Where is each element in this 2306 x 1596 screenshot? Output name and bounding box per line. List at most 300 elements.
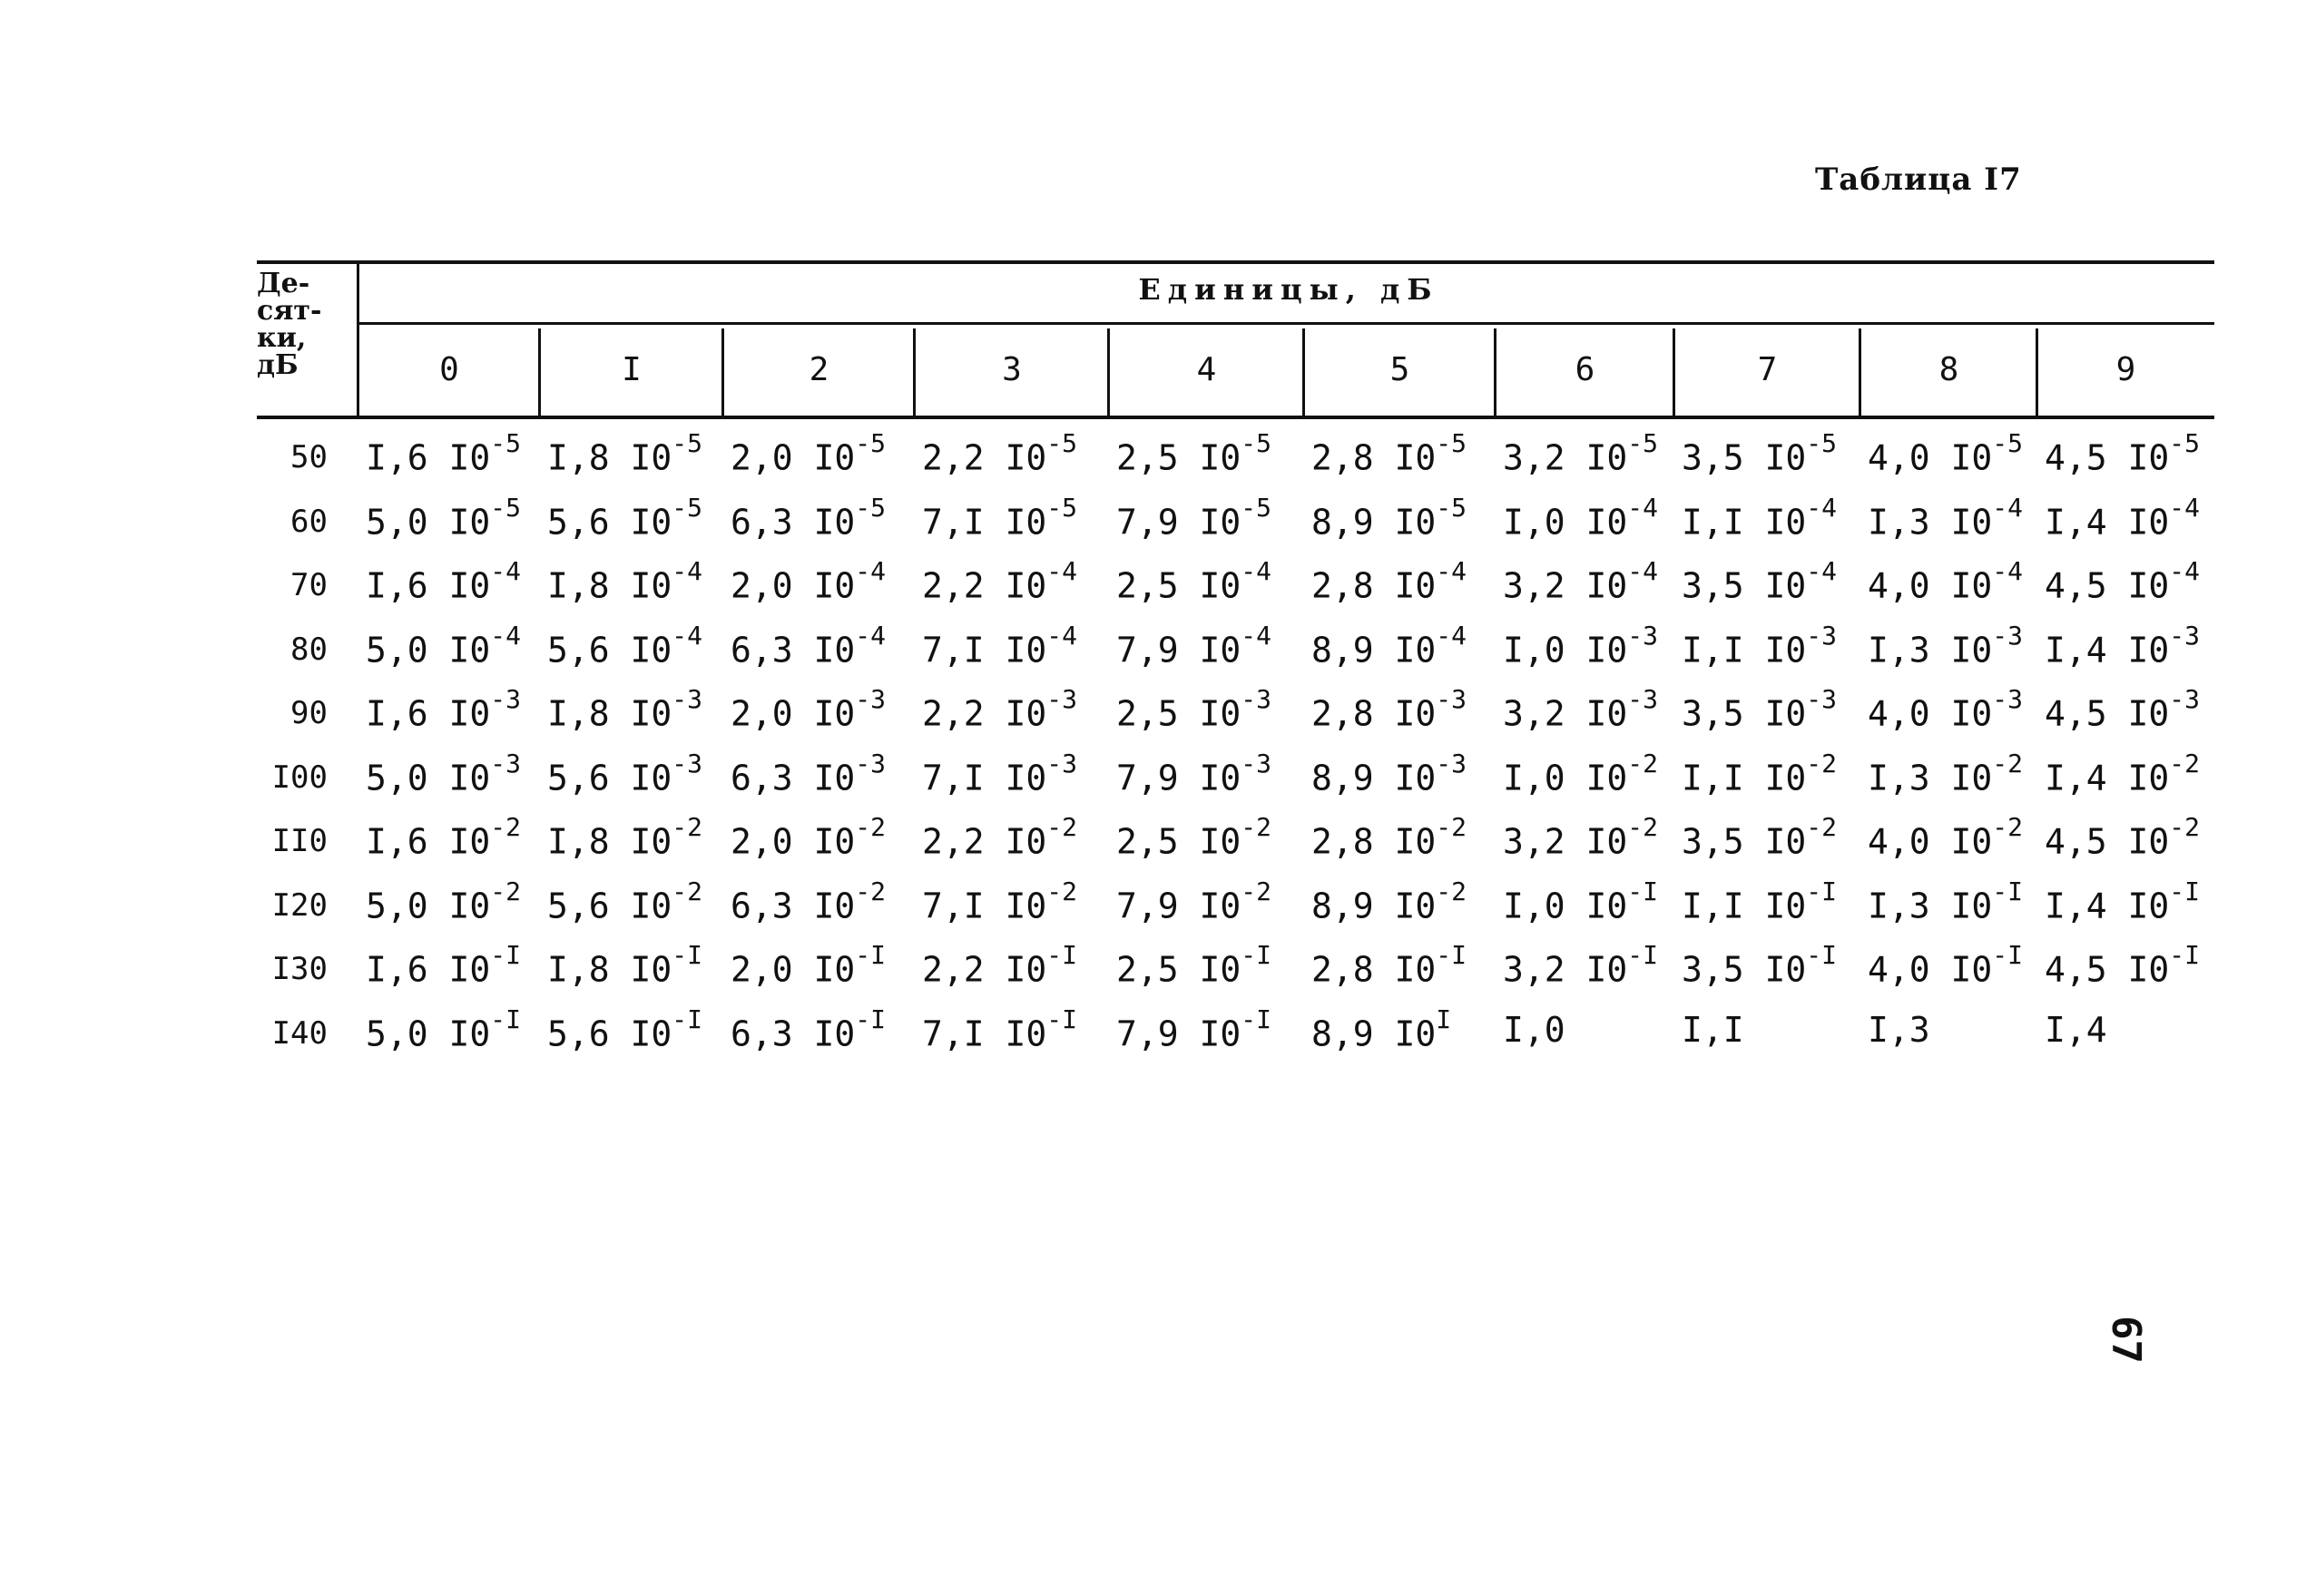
cell-exponent: -2 xyxy=(2169,812,2200,842)
cell-exponent: -2 xyxy=(1806,748,1837,778)
cell-mantissa: I,I xyxy=(1682,1009,1744,1050)
column-header: 8 xyxy=(1938,351,1959,388)
cell-exponent: -2 xyxy=(672,812,702,842)
cell-base: I0 xyxy=(1178,821,1241,862)
table-cell xyxy=(1868,684,2023,734)
cell-exponent: -I xyxy=(2169,940,2200,970)
table-cell xyxy=(1868,1010,1930,1050)
cell-mantissa: I,6 xyxy=(366,437,428,478)
cell-base: I0 xyxy=(792,758,856,798)
column-header: 3 xyxy=(1002,351,1022,388)
cell-exponent: -5 xyxy=(1436,428,1467,458)
cell-exponent: -3 xyxy=(855,748,886,778)
cell-exponent: -I xyxy=(1241,940,1271,970)
cell-base: I0 xyxy=(1743,437,1807,478)
cell-exponent: -4 xyxy=(1241,556,1271,586)
cell-mantissa: I,4 xyxy=(2045,502,2107,543)
cell-exponent: -I xyxy=(1046,1004,1077,1034)
table-cell xyxy=(1311,940,1467,990)
cell-mantissa: 5,0 xyxy=(366,1013,428,1054)
cell-exponent: -I xyxy=(855,940,886,970)
cell-mantissa: 3,2 xyxy=(1503,565,1565,606)
cell-mantissa: 3,2 xyxy=(1503,821,1565,862)
cell-mantissa: 2,0 xyxy=(731,821,793,862)
cell-exponent: -3 xyxy=(672,684,702,714)
cell-exponent: -5 xyxy=(1046,492,1077,523)
top-rule xyxy=(257,260,2214,264)
cell-exponent: -5 xyxy=(672,428,702,458)
cell-exponent: -3 xyxy=(1241,748,1271,778)
table-cell xyxy=(1868,620,2023,671)
cell-mantissa: 2,8 xyxy=(1311,437,1374,478)
cell-mantissa: I,4 xyxy=(2045,758,2107,798)
cell-mantissa: I,I xyxy=(1682,758,1744,798)
cell-base: I0 xyxy=(1743,630,1807,671)
table-cell xyxy=(1116,684,1271,734)
cell-mantissa: 5,0 xyxy=(366,630,428,671)
table-cell xyxy=(1116,428,1271,478)
cell-base: I0 xyxy=(1743,502,1807,543)
table-cell xyxy=(2045,428,2200,478)
cell-base: I0 xyxy=(984,949,1047,990)
table-cell xyxy=(731,620,886,671)
cell-exponent: -2 xyxy=(1992,748,2023,778)
table-cell xyxy=(547,556,702,606)
table-cell xyxy=(1682,812,1837,862)
row-label: I40 xyxy=(271,1014,328,1052)
cell-mantissa: 2,0 xyxy=(731,565,793,606)
cell-exponent: -4 xyxy=(672,556,702,586)
cell-exponent: -I xyxy=(1046,940,1077,970)
cell-base: I0 xyxy=(984,886,1047,926)
cell-mantissa: I,8 xyxy=(547,565,610,606)
table-cell xyxy=(1311,748,1467,798)
cell-base: I0 xyxy=(1178,565,1241,606)
cell-exponent: -2 xyxy=(855,812,886,842)
column-header: 7 xyxy=(1757,351,1778,388)
cell-mantissa: 3,2 xyxy=(1503,693,1565,734)
cell-mantissa: 3,2 xyxy=(1503,949,1565,990)
cell-mantissa: I,8 xyxy=(547,437,610,478)
table-cell xyxy=(2045,748,2200,798)
cell-exponent: -2 xyxy=(672,876,702,906)
cell-mantissa: 4,0 xyxy=(1868,693,1930,734)
cell-mantissa: I,6 xyxy=(366,565,428,606)
cell-mantissa: 2,8 xyxy=(1311,949,1374,990)
cell-mantissa: 4,0 xyxy=(1868,565,1930,606)
cell-mantissa: 2,0 xyxy=(731,693,793,734)
cell-mantissa: 5,6 xyxy=(547,630,610,671)
table-cell xyxy=(1311,684,1467,734)
cell-exponent: -3 xyxy=(1046,748,1077,778)
cell-exponent: -2 xyxy=(490,876,521,906)
column-header: I xyxy=(622,351,642,388)
table-cell xyxy=(922,684,1077,734)
cell-exponent: -I xyxy=(1806,876,1837,906)
table-cell xyxy=(1503,1010,1565,1050)
cell-base: I0 xyxy=(2106,949,2170,990)
table-cell xyxy=(731,428,886,478)
cell-base: I0 xyxy=(1373,693,1437,734)
cell-exponent: -3 xyxy=(490,684,521,714)
cell-exponent: -4 xyxy=(1627,556,1658,586)
cell-mantissa: 3,5 xyxy=(1682,949,1744,990)
table-cell xyxy=(1116,556,1271,606)
cell-exponent: -I xyxy=(1241,1004,1271,1034)
cell-mantissa: I,3 xyxy=(1868,758,1930,798)
cell-mantissa: I,0 xyxy=(1503,758,1565,798)
cell-mantissa: 2,5 xyxy=(1116,821,1179,862)
cell-mantissa: 2,2 xyxy=(922,437,985,478)
stub-divider xyxy=(357,262,359,416)
table-cell xyxy=(547,812,702,862)
cell-base: I0 xyxy=(427,502,491,543)
cell-base: I0 xyxy=(427,821,491,862)
cell-base: I0 xyxy=(1743,886,1807,926)
cell-exponent: -2 xyxy=(1046,812,1077,842)
table-cell xyxy=(366,940,521,990)
cell-mantissa: 2,2 xyxy=(922,565,985,606)
cell-base: I0 xyxy=(1178,886,1241,926)
table-cell xyxy=(1868,940,2023,990)
table-cell xyxy=(731,748,886,798)
cell-exponent: -5 xyxy=(1241,428,1271,458)
table-cell xyxy=(1503,684,1658,734)
table-cell xyxy=(547,1004,702,1054)
cell-base: I0 xyxy=(792,502,856,543)
cell-exponent: -3 xyxy=(1436,748,1467,778)
cell-base: I0 xyxy=(609,758,672,798)
cell-mantissa: 5,0 xyxy=(366,886,428,926)
cell-base: I0 xyxy=(1565,758,1628,798)
table-cell xyxy=(1116,812,1271,862)
table-cell xyxy=(2045,684,2200,734)
cell-base: I0 xyxy=(1929,693,1993,734)
row-label: II0 xyxy=(271,823,328,859)
cell-exponent: -2 xyxy=(1806,812,1837,842)
cell-exponent: -3 xyxy=(855,684,886,714)
cell-exponent: -I xyxy=(1806,940,1837,970)
cell-base: I0 xyxy=(1565,630,1628,671)
cell-exponent: -5 xyxy=(855,428,886,458)
cell-exponent: -5 xyxy=(1046,428,1077,458)
cell-exponent: -5 xyxy=(672,492,702,523)
cell-mantissa: 2,2 xyxy=(922,949,985,990)
cell-mantissa: 2,0 xyxy=(731,437,793,478)
cell-mantissa: 7,9 xyxy=(1116,758,1179,798)
cell-base: I0 xyxy=(609,886,672,926)
cell-exponent: -I xyxy=(490,1004,521,1034)
table-cell xyxy=(547,428,702,478)
cell-mantissa: 2,2 xyxy=(922,821,985,862)
cell-base: I0 xyxy=(792,437,856,478)
cell-base: I0 xyxy=(1373,437,1437,478)
table-cell xyxy=(922,428,1077,478)
table-cell xyxy=(1311,556,1467,606)
cell-base: I0 xyxy=(2106,502,2170,543)
cell-mantissa: I,6 xyxy=(366,821,428,862)
cell-exponent: -3 xyxy=(2169,620,2200,651)
cell-exponent: -4 xyxy=(1992,492,2023,523)
cell-mantissa: I,8 xyxy=(547,693,610,734)
table-cell xyxy=(1682,428,1837,478)
cell-exponent: -I xyxy=(1627,876,1658,906)
cell-mantissa: I,3 xyxy=(1868,1009,1930,1050)
cell-mantissa: 8,9 xyxy=(1311,758,1374,798)
header-bottom-rule xyxy=(257,416,2214,419)
cell-base: I0 xyxy=(1178,693,1241,734)
cell-exponent: -3 xyxy=(1241,684,1271,714)
cell-base: I0 xyxy=(1178,949,1241,990)
cell-mantissa: 7,9 xyxy=(1116,630,1179,671)
cell-base: I0 xyxy=(609,1013,672,1054)
cell-exponent: -4 xyxy=(1046,620,1077,651)
cell-exponent: -4 xyxy=(1436,620,1467,651)
cell-mantissa: I,I xyxy=(1682,502,1744,543)
cell-mantissa: 7,9 xyxy=(1116,502,1179,543)
table-cell xyxy=(366,812,521,862)
cell-exponent: -4 xyxy=(855,620,886,651)
cell-mantissa: 4,0 xyxy=(1868,949,1930,990)
cell-base: I0 xyxy=(1565,437,1628,478)
cell-base: I0 xyxy=(984,437,1047,478)
cell-mantissa: 2,8 xyxy=(1311,693,1374,734)
cell-base: I0 xyxy=(609,437,672,478)
cell-exponent: -5 xyxy=(1806,428,1837,458)
cell-base: I0 xyxy=(609,630,672,671)
cell-exponent: -4 xyxy=(855,556,886,586)
cell-exponent: -I xyxy=(1627,940,1658,970)
cell-exponent: -5 xyxy=(490,492,521,523)
cell-mantissa: 5,6 xyxy=(547,758,610,798)
column-header: 5 xyxy=(1389,351,1410,388)
table-cell xyxy=(2045,1010,2107,1050)
table-cell xyxy=(922,876,1077,926)
cell-base: I0 xyxy=(984,630,1047,671)
cell-base: I0 xyxy=(609,693,672,734)
cell-exponent: -3 xyxy=(1627,620,1658,651)
cell-exponent: -I xyxy=(1992,876,2023,906)
table-cell xyxy=(1311,492,1467,543)
cell-exponent: -4 xyxy=(672,620,702,651)
table-cell xyxy=(1116,748,1271,798)
cell-base: I0 xyxy=(1373,821,1437,862)
stub-header: Де- сят- ки, дБ xyxy=(257,268,322,381)
cell-base: I0 xyxy=(792,1013,856,1054)
table-cell xyxy=(1116,492,1271,543)
cell-mantissa: 3,5 xyxy=(1682,437,1744,478)
cell-exponent: -3 xyxy=(1992,620,2023,651)
cell-base: I0 xyxy=(1178,437,1241,478)
table-cell xyxy=(922,812,1077,862)
cell-mantissa: I,4 xyxy=(2045,886,2107,926)
cell-base: I0 xyxy=(427,758,491,798)
cell-mantissa: 7,9 xyxy=(1116,886,1179,926)
cell-base: I0 xyxy=(1743,821,1807,862)
cell-mantissa: 4,0 xyxy=(1868,821,1930,862)
table-cell xyxy=(731,812,886,862)
cell-base: I0 xyxy=(984,502,1047,543)
page-number: 67 xyxy=(2103,1316,2149,1364)
cell-exponent: -I xyxy=(855,1004,886,1034)
table-cell xyxy=(731,876,886,926)
cell-base: I0 xyxy=(2106,693,2170,734)
cell-exponent: -4 xyxy=(1627,492,1658,523)
cell-base: I0 xyxy=(1373,758,1437,798)
cell-exponent: -4 xyxy=(490,620,521,651)
table-cell xyxy=(1503,620,1658,671)
table-cell xyxy=(1682,684,1837,734)
cell-exponent: -3 xyxy=(1806,684,1837,714)
cell-mantissa: 6,3 xyxy=(731,502,793,543)
table-cell xyxy=(1682,620,1837,671)
cell-exponent: -5 xyxy=(1241,492,1271,523)
cell-base: I0 xyxy=(1929,565,1993,606)
row-label: I00 xyxy=(271,759,328,796)
cell-exponent: -I xyxy=(490,940,521,970)
cell-mantissa: I,4 xyxy=(2045,630,2107,671)
cell-mantissa: I,6 xyxy=(366,693,428,734)
cell-exponent: -2 xyxy=(1241,812,1271,842)
table-cell xyxy=(1682,556,1837,606)
cell-base: I0 xyxy=(1929,821,1993,862)
cell-exponent: -4 xyxy=(2169,492,2200,523)
cell-exponent: -3 xyxy=(490,748,521,778)
cell-base: I0 xyxy=(2106,886,2170,926)
cell-mantissa: I,0 xyxy=(1503,630,1565,671)
table-cell xyxy=(2045,812,2200,862)
table-cell xyxy=(1868,428,2023,478)
cell-mantissa: 4,5 xyxy=(2045,949,2107,990)
cell-exponent: -I xyxy=(2169,876,2200,906)
cell-mantissa: 5,6 xyxy=(547,502,610,543)
table-cell xyxy=(1503,876,1658,926)
cell-base: I0 xyxy=(1743,693,1807,734)
cell-mantissa: I,3 xyxy=(1868,630,1930,671)
table-cell xyxy=(731,1004,886,1054)
row-label: 70 xyxy=(290,567,328,603)
table-cell xyxy=(2045,492,2200,543)
cell-exponent: -4 xyxy=(1046,556,1077,586)
table-cell xyxy=(547,492,702,543)
cell-base: I0 xyxy=(792,886,856,926)
cell-exponent: -3 xyxy=(1436,684,1467,714)
cell-base: I0 xyxy=(609,565,672,606)
table-cell xyxy=(731,492,886,543)
cell-base: I0 xyxy=(1929,502,1993,543)
cell-exponent: -2 xyxy=(490,812,521,842)
cell-mantissa: 8,9 xyxy=(1311,1013,1374,1054)
table-cell xyxy=(2045,620,2200,671)
table-cell xyxy=(1682,748,1837,798)
row-label: 60 xyxy=(290,503,328,540)
cell-exponent: -5 xyxy=(2169,428,2200,458)
cell-exponent: -2 xyxy=(1046,876,1077,906)
cell-exponent: -3 xyxy=(2169,684,2200,714)
row-label: 80 xyxy=(290,631,328,668)
cell-base: I0 xyxy=(609,502,672,543)
table-cell xyxy=(1311,876,1467,926)
cell-mantissa: 2,5 xyxy=(1116,693,1179,734)
cell-exponent: -4 xyxy=(490,556,521,586)
cell-base: I0 xyxy=(984,1013,1047,1054)
cell-base: I0 xyxy=(427,437,491,478)
cell-base: I0 xyxy=(792,565,856,606)
cell-exponent: -3 xyxy=(1046,684,1077,714)
cell-base: I0 xyxy=(984,565,1047,606)
table-cell xyxy=(1503,940,1658,990)
cell-mantissa: 4,5 xyxy=(2045,693,2107,734)
cell-exponent: -2 xyxy=(1992,812,2023,842)
row-label: 90 xyxy=(290,695,328,731)
table-cell xyxy=(366,556,521,606)
cell-base: I0 xyxy=(1565,502,1628,543)
table-cell xyxy=(1116,1004,1271,1054)
table-cell xyxy=(1868,748,2023,798)
cell-exponent: -5 xyxy=(490,428,521,458)
cell-base: I0 xyxy=(1178,1013,1241,1054)
cell-mantissa: I,I xyxy=(1682,886,1744,926)
table-cell xyxy=(922,1004,1077,1054)
cell-mantissa: 6,3 xyxy=(731,886,793,926)
cell-exponent: -5 xyxy=(1436,492,1467,523)
cell-exponent: -4 xyxy=(1806,492,1837,523)
cell-base: I0 xyxy=(1929,949,1993,990)
table-cell xyxy=(1116,876,1271,926)
cell-mantissa: 8,9 xyxy=(1311,886,1374,926)
cell-exponent: -2 xyxy=(1627,748,1658,778)
cell-exponent: -2 xyxy=(2169,748,2200,778)
cell-exponent: -3 xyxy=(1806,620,1837,651)
table-cell xyxy=(731,556,886,606)
cell-exponent: -2 xyxy=(1241,876,1271,906)
cell-base: I0 xyxy=(609,949,672,990)
table-cell xyxy=(1503,556,1658,606)
cell-base: I0 xyxy=(984,693,1047,734)
cell-mantissa: I,8 xyxy=(547,949,610,990)
cell-base: I0 xyxy=(1178,758,1241,798)
cell-base: I0 xyxy=(792,630,856,671)
table-cell xyxy=(547,684,702,734)
cell-base: I0 xyxy=(984,758,1047,798)
cell-mantissa: 3,2 xyxy=(1503,437,1565,478)
cell-base: I0 xyxy=(984,821,1047,862)
cell-base: I0 xyxy=(1565,886,1628,926)
cell-mantissa: I,0 xyxy=(1503,502,1565,543)
cell-exponent: -3 xyxy=(672,748,702,778)
cell-mantissa: 7,I xyxy=(922,1013,985,1054)
cell-exponent: -4 xyxy=(1992,556,2023,586)
cell-mantissa: 3,5 xyxy=(1682,565,1744,606)
cell-base: I0 xyxy=(2106,630,2170,671)
cell-base: I0 xyxy=(1929,630,1993,671)
cell-base: I0 xyxy=(1373,630,1437,671)
units-title: Единицы, дБ xyxy=(1138,272,1439,307)
table-cell xyxy=(922,492,1077,543)
cell-base: I0 xyxy=(792,693,856,734)
cell-exponent: -2 xyxy=(1436,876,1467,906)
table-cell xyxy=(1311,620,1467,671)
cell-base: I0 xyxy=(609,821,672,862)
cell-mantissa: I,0 xyxy=(1503,1009,1565,1050)
table-cell xyxy=(2045,556,2200,606)
table-cell xyxy=(922,748,1077,798)
table-cell xyxy=(2045,876,2200,926)
cell-base: I0 xyxy=(2106,821,2170,862)
cell-exponent: -4 xyxy=(1806,556,1837,586)
table-cell xyxy=(366,1004,521,1054)
table-cell xyxy=(1868,812,2023,862)
